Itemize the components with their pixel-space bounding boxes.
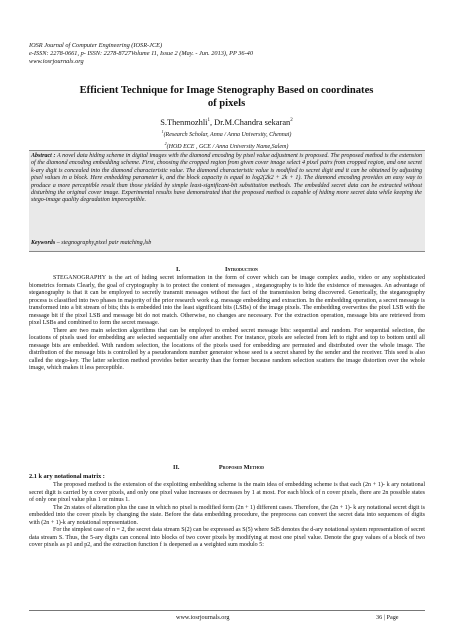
author-list xyxy=(40,116,413,128)
section-1-title: Introduction xyxy=(225,266,258,273)
paragraph: For the simplest case of n = 2, the secret data stream S(2) can be expressed as S(5) where Sd5 denotes the d-ary notational system representation of secret data stream S. Thus, the 5-ary digits can conceal into blocks of two cover pixels by modifying at most one pixel value. Denote the gray values of a block of two cover pixels as p1 and p2, and the extraction function f is deepened as a weighted sum modulo 5: xyxy=(29,527,425,548)
author-1-sup: 1 xyxy=(207,118,210,123)
author-1: S.Thenmozhli xyxy=(160,117,208,127)
abstract-label: Abstract : xyxy=(31,153,56,159)
subsection-heading: 2.1 k ary notational matrix : xyxy=(29,473,105,480)
author-2: , Dr.M.Chandra sekaran xyxy=(209,117,291,127)
journal-site: www.iosrjournals.org xyxy=(29,58,84,66)
author-2-sup: 2 xyxy=(290,118,293,123)
footer-page-number: 36 | Page xyxy=(376,614,399,621)
section-2-title: Proposed Method xyxy=(218,464,265,471)
affiliation-2: $^2$(HOD ECE , GCE / Anna University Name,Salem) xyxy=(164,140,289,150)
section-1-heading xyxy=(0,266,453,274)
section-1-body xyxy=(29,275,425,373)
section-2-number: II. xyxy=(173,464,180,471)
affiliation-1: $^1$(Research Scholar, Anna / Anna University, Chennai) xyxy=(161,129,292,138)
keywords-text: – stegnography,pixel pair matching,lsb xyxy=(55,240,152,246)
keywords xyxy=(31,240,422,247)
abstract xyxy=(31,153,422,205)
paragraph: The 2n states of alteration plus the case in which no pixel is modified form (2n + 1) different cases. Therefore, the (2n + 1)- k ary notational secret digit is embedded into the cover pixels by changing the state. Before the data embedding procedure, the preprocess can convert the secret data into sequences of digits with (2n + 1)-k ary notational representation. xyxy=(29,504,425,526)
paragraph: There are two main selection algorithms that can be employed to embed secret message bits: sequential and random. For sequential selection, the locations of pixels used for embedding are selected sequentially one after another. For instance, pixels are selected from left to right and top to bottom until all message bits are embedded. With random selection, the locations of the pixels used for embedding are permuted and distributed over the whole image. The distribution of the message bits is controlled by a pseudorandom number generator whose seed is a secret shared by the sender and the receiver. This seed is also called the stego-key. The latter selection method provides better security than the former because random selection scatters the image distortion over the whole image, which makes it less perceptible. xyxy=(29,327,425,371)
paragraph: The proposed method is the extension of the exploiting embedding scheme is the main idea of embedding scheme is that each (2n + 1)- k ary notational secret digit is carried by n cover pixels, and only one pixel value increases or decreases by 1 at most. For each block of n cover pixels, there are 2n possible states of only one pixel value plus 1 or minus 1. xyxy=(29,482,425,503)
title-line-1: Efficient Technique for Image Stenography Based on coordinates xyxy=(79,85,374,96)
abstract-text: A novel data hiding scheme in digital images with the diamond encoding by pixel value adjustment is proposed. The proposed method is the extension of the diamond encoding embedding scheme. First, choosing the cropped region from given cover image select 4 pixel pairs from cropped region, and one secret k-ary digit is concealed into the diamond characteristic value. The diamond characteristic value is modified to secret digit and it can be obtained by adjusting pixel values in a block. Here embedding parameter k, and the block capacity is equal to log2(2k2 + 2k + 1). The diamond encoding provides an easy way to produce a more perceptible result than those yielded by simple least-significant-bit substitution methods. The embedded secret data can be extracted without disturbing the original cover image. Experimental results have demonstrated that the proposed method is capable of hiding more secret data while keeping the stego-image quality degradation imperceptible. xyxy=(31,153,422,204)
journal-header xyxy=(29,42,329,67)
footer-rule xyxy=(29,610,425,611)
paper-title xyxy=(40,84,413,110)
keywords-label: Keywords xyxy=(31,240,56,246)
journal-issn: e-ISSN: 2278-0661, p- ISSN: 2278-8727Volume 11, Issue 2 (May. - Jun. 2013), PP 36-40 xyxy=(29,50,253,58)
footer-url: www.iosrjournals.org xyxy=(176,614,230,621)
section-2-body xyxy=(29,482,425,550)
section-1-number: I. xyxy=(176,266,181,273)
journal-name: IOSR Journal of Computer Engineering (IOSR-JCE) xyxy=(29,42,163,49)
affiliations xyxy=(40,128,413,151)
title-line-2: of pixels xyxy=(207,98,246,109)
paragraph: STEGANOGRAPHY is the art of hiding secret information in the form of cover which can be image complex audio, video or any sophisticated biometrics formats Clearly, the goal of cryptography is to protect the content of messages , steganography is to hide the existence of messages. An advantage of steganography is that it can be employed to secretly transmit messages without the fact of the transmission being discovered. Generically, the steganography process is classified into two phases in majority of the prior research work e.g. message embedding and extraction. In the embedding operation, a secret message is transformed into a bit stream of bits; this is embedded into the least significant bits (LSBs) of the image pixels. The embedding overwrites the pixel LSB with the message bit if the pixel LSB and message bit do not match. Otherwise, no changes are necessary. For the extraction operation, message bits are retrieved from pixel LSBs and combined to form the secret message. xyxy=(29,275,425,326)
section-2-heading xyxy=(0,464,453,472)
